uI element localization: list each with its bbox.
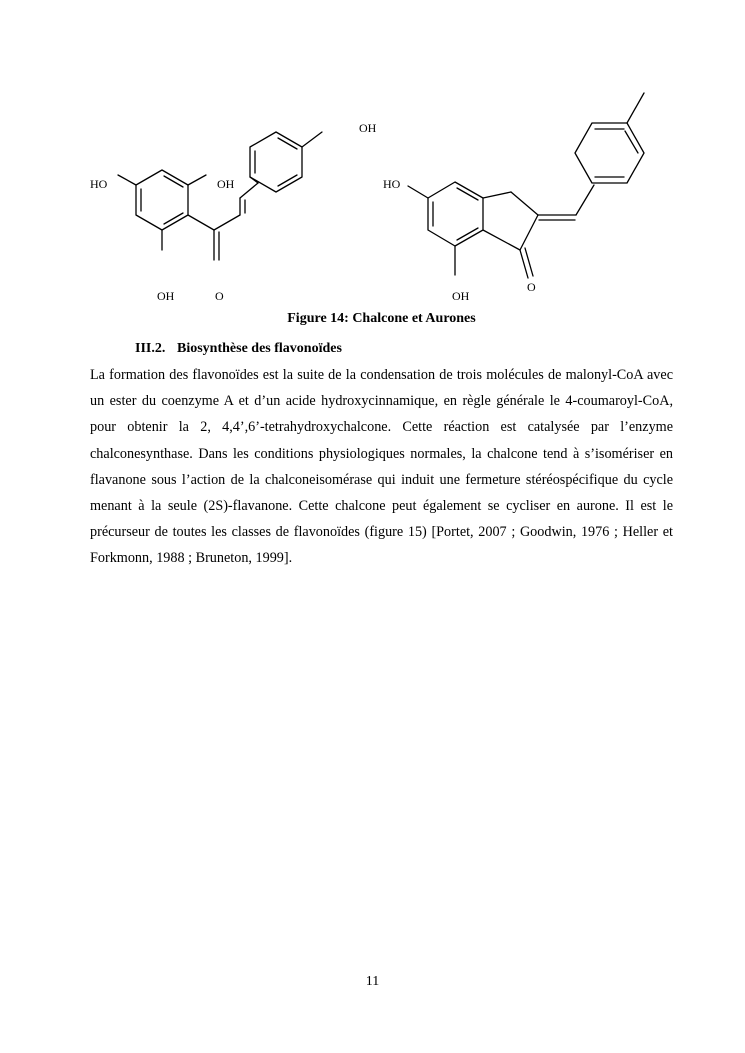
chemical-structures	[80, 85, 680, 310]
chalcone-ring-a	[136, 170, 188, 230]
aurone-label-ho: HO	[383, 177, 401, 191]
chalcone-label-oh-bottom: OH	[157, 289, 175, 303]
section-title: Biosynthèse des flavonoïdes	[177, 341, 342, 356]
section-heading	[135, 341, 342, 357]
aurone-label-o: O	[527, 280, 536, 294]
chalcone-label-oh-top: OH	[217, 177, 235, 191]
aurone-structure	[383, 93, 644, 303]
aurone-ring-a	[428, 182, 483, 246]
section-number: III.2.	[135, 341, 166, 356]
page-number: 11	[365, 974, 380, 989]
figure-caption: Figure 14: Chalcone et Aurones	[287, 311, 476, 326]
body-paragraph: La formation des flavonoïdes est la suite de la condensation de trois molécules de malonyl-CoA avec un ester du coenzyme A et d’un acide hydroxycinnamique, en règle générale le 4-coumaroyl-CoA, pour obtenir la 2, 4,4’,6’-tetrahydroxychalcone. Cette réaction est catalysée par l’enzyme chalconesynthase. Dans les conditions physiologiques normales, la chalcone tend à s’isomériser en flavanone sous l’action de la chalconeisomérase qui induit une fermeture stéréospécifique du cycle menant à la seule (2S)-flavanone. Cette chalcone peut également se cycliser en aurone. Il est le précurseur de toutes les classes de flavonoïdes (figure 15) [Portet, 2007 ; Goodwin, 1976 ; Heller et Forkmonn, 1988 ; Bruneton, 1999].	[90, 367, 673, 567]
figure-chalcone-aurones	[80, 85, 680, 310]
chalcone-label-o: O	[215, 289, 224, 303]
aurone-ring-b	[575, 123, 644, 183]
chalcone-label-oh-para: OH	[359, 121, 377, 135]
chalcone-label-ho-left: HO	[90, 177, 108, 191]
chalcone-structure	[90, 121, 377, 303]
aurone-label-oh: OH	[452, 289, 470, 303]
